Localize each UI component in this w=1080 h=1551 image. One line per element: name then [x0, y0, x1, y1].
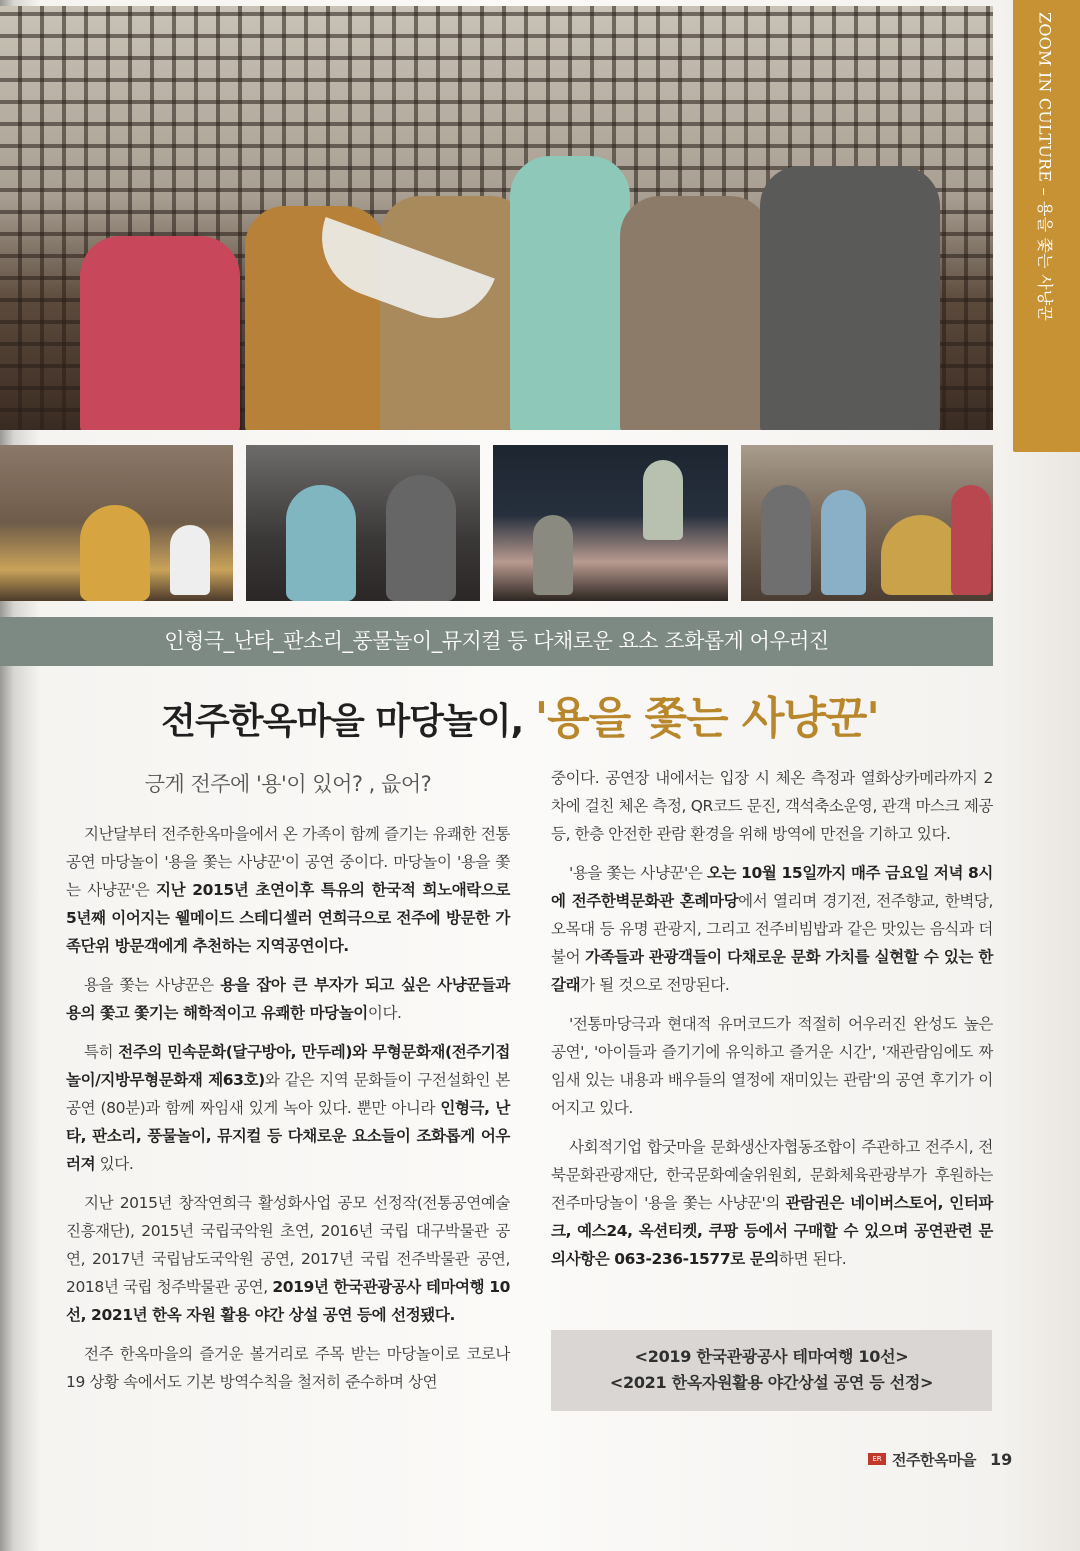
page-number: 19: [989, 1449, 1013, 1469]
right-column: [551, 764, 993, 1284]
scene-photo-1: [0, 445, 233, 601]
publication-name: 전주한옥마을: [892, 1450, 976, 1469]
note-line-2: <2021 한옥자원활용 야간상설 공연 등 선정>: [609, 1373, 934, 1392]
publisher-logo-icon: ER: [868, 1453, 886, 1465]
paragraph: 중이다. 공연장 내에서는 입장 시 체온 측정과 열화상카메라까지 2차에 걸친 체온 측정, QR코드 문진, 객석축소운영, 관객 마스크 제공 등, 한층 안전한 관람 환경을 위해 방역에 만전을 기하고 있다.: [551, 769, 993, 843]
paragraph: 특히 전주의 민속문화(달구방아, 만두레)와 무형문화재(전주기접놀이/지방무형문화재 제63호)와 같은 지역 문화들이 구전설화인 본 공연 (80분)과 함께 짜임새 있게 녹아 있다. 뿐만 아니라 인형극, 난타, 판소리, 풍물놀이, 뮤지컬 등 다채로운 요소들이 조화롭게 어우러져 있다.: [66, 1043, 511, 1173]
headline-accent: '용을 쫓는 사냥꾼': [534, 693, 879, 744]
paragraph: 전주 한옥마을의 즐거운 볼거리로 주목 받는 마당놀이로 코로나19 상황 속에서도 기본 방역수칙을 철저히 준수하며 상연: [66, 1345, 510, 1391]
main-performance-photo: [0, 6, 993, 430]
side-tab-label: ZOOM IN CULTURE – 용을 쫓는 사냥꾼: [1035, 12, 1055, 322]
note-line-1: <2019 한국관광공사 테마여행 10선>: [634, 1347, 909, 1366]
paragraph: 용을 쫓는 사냥꾼은 용을 잡아 큰 부자가 되고 싶은 사냥꾼들과 용의 쫓고 쫓기는 해학적이고 유쾌한 마당놀이이다.: [66, 976, 510, 1022]
page-footer: [868, 1448, 1012, 1470]
article-headline: [0, 682, 1040, 746]
paragraph: 사회적기업 합굿마을 문화생산자협동조합이 주관하고 전주시, 전북문화관광재단, 한국문화예술위원회, 문화체육관광부가 후원하는 전주마당놀이 '용을 쫓는 사냥꾼'의 관람권은 네이버스토어, 인터파크, 예스24, 옥션티켓, 쿠팡 등에서 구매할 수 있으며 공연관련 문의사항은 063-236-1577로 문의하면 된다.: [551, 1138, 993, 1268]
selection-note-box: [551, 1330, 992, 1411]
headline-prefix: 전주한옥마을 마당놀이,: [161, 701, 524, 742]
scene-photo-4: [741, 445, 993, 601]
section-heading: 긍게 전주에 '용'이 있어? , 읎어?: [144, 772, 432, 796]
scene-photo-2: [246, 445, 480, 601]
paragraph: 지난달부터 전주한옥마을에서 온 가족이 함께 즐기는 유쾌한 전통 공연 마당놀이 '용을 쫓는 사냥꾼'이 공연 중이다. 마당놀이 '용을 쫓는 사냥꾼'은 지난 2015년 초연이후 특유의 한국적 희노애락으로 5년째 이어지는 웰메이드 스테디셀러 연희극으로 전주에 방문한 가족단위 방문객에게 추천하는 지역공연이다.: [66, 825, 510, 955]
paragraph: '전통마당극과 현대적 유머코드가 적절히 어우러진 완성도 높은 공연', '아이들과 즐기기에 유익하고 즐거운 시간', '재관람임에도 짜임새 있는 내용과 배우들의 열정에 재미있는 관람'의 공연 후기가 이어지고 있다.: [551, 1015, 993, 1117]
scene-photo-3: [493, 445, 728, 601]
subtitle-bar: 인형극_난타_판소리_풍물놀이_뮤지컬 등 다채로운 요소 조화롭게 어우러진: [0, 617, 993, 666]
paragraph: '용을 쫓는 사냥꾼'은 오는 10월 15일까지 매주 금요일 저녁 8시에 전주한벽문화관 혼례마당에서 열리며 경기전, 전주향교, 한벽당, 오목대 등 유명 관광지, 그리고 전주비빔밥과 같은 맛있는 음식과 더불어 가족들과 관광객들이 다채로운 문화 가치를 실현할 수 있는 한 갈래가 될 것으로 전망된다.: [551, 864, 993, 994]
left-column: [66, 770, 510, 1407]
paragraph: 지난 2015년 창작연희극 활성화사업 공모 선정작(전통공연예술진흥재단), 2015년 국립국악원 초연, 2016년 국립 대구박물관 공연, 2017년 국립남도국악원 공연, 2017년 국립 전주박물관 공연, 2018년 국립 청주박물관 공연, 2019년 한국관광공사 테마여행 10선, 2021년 한옥 자원 활용 야간 상설 공연 등에 선정됐다.: [66, 1194, 510, 1324]
